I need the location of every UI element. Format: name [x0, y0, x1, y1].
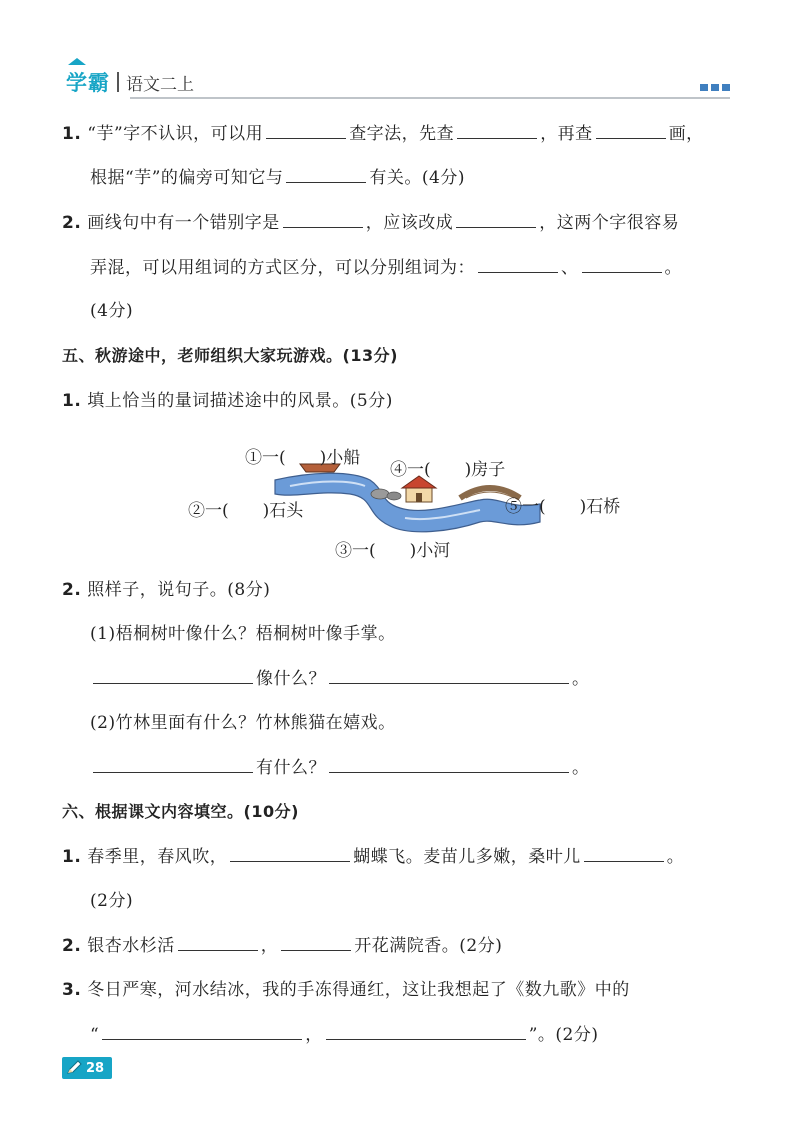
q5-2-example2: (2)竹林里面有什么？竹林熊猫在嬉戏。: [90, 713, 396, 733]
q5-2-fill1: 像什么？ 。: [90, 665, 770, 692]
measure-item-2: ②一( )石头: [188, 501, 304, 521]
answer-blank[interactable]: [283, 209, 363, 228]
q6-1-line1: 1. 春季里，春风吹， 蝴蝶飞。麦苗儿多嫩，桑叶儿 。: [62, 843, 742, 870]
q6-2-line: 2. 银杏水杉活 ， 开花满院香。(2分): [62, 932, 742, 959]
answer-blank[interactable]: [286, 164, 366, 183]
answer-blank[interactable]: [329, 665, 569, 684]
q4-1-line2: 根据“芋”的偏旁可知它与 有关。(4分): [90, 164, 770, 191]
q4-2-score: (4分): [90, 301, 134, 321]
answer-blank[interactable]: [93, 665, 253, 684]
header-decoration: [700, 84, 730, 91]
q4-2-line2: 弄混，可以用组词的方式区分，可以分别组词为： 、 。: [90, 254, 770, 281]
answer-blank[interactable]: [456, 209, 536, 228]
page-badge: [62, 1057, 112, 1079]
graduation-cap-icon: [68, 58, 86, 65]
brand-logo: 学霸: [62, 67, 110, 97]
answer-blank[interactable]: [230, 843, 350, 862]
answer-blank[interactable]: [329, 754, 569, 773]
header-logo: [62, 66, 194, 98]
q5-2-fill2: 有什么？ 。: [90, 754, 770, 781]
book-subtitle: 语文二上: [126, 74, 194, 95]
logo-divider: [117, 72, 119, 92]
q5-2-line: 2. 照样子，说句子。(8分): [62, 580, 271, 600]
q6-1-score: (2分): [90, 891, 134, 911]
header-rule: [130, 97, 730, 99]
section6-title: 六、根据课文内容填空。(10分): [62, 802, 299, 821]
pencil-icon: [66, 1060, 84, 1076]
q4-2-line1: 2. 画线句中有一个错别字是 ，应该改成 ，这两个字很容易: [62, 209, 742, 236]
section5-title: 五、秋游途中，老师组织大家玩游戏。(13分): [62, 346, 398, 365]
q5-1-line: 1. 填上恰当的量词描述途中的风景。(5分): [62, 391, 393, 411]
answer-blank[interactable]: [102, 1021, 302, 1040]
answer-blank[interactable]: [93, 754, 253, 773]
answer-blank[interactable]: [326, 1021, 526, 1040]
q5-2-example1: (1)梧桐树叶像什么？梧桐树叶像手掌。: [90, 624, 396, 644]
measure-item-5: ⑤一( )石桥: [505, 497, 621, 517]
measure-item-3: ③一( )小河: [335, 541, 451, 561]
answer-blank[interactable]: [266, 120, 346, 139]
measure-item-1: ①一( )小船: [245, 448, 361, 468]
answer-blank[interactable]: [596, 120, 666, 139]
answer-blank[interactable]: [281, 932, 351, 951]
answer-blank[interactable]: [478, 254, 558, 273]
q6-3-line2: “ ， ”。(2分): [90, 1021, 770, 1048]
q6-3-line1: 3. 冬日严寒，河水结冰，我的手冻得通红，这让我想起了《数九歌》中的: [62, 980, 630, 1000]
measure-item-4: ④一( )房子: [390, 460, 506, 480]
answer-blank[interactable]: [457, 120, 537, 139]
q4-1-line1: 1. “芋”字不认识，可以用 查字法，先查 ，再查 画，: [62, 120, 742, 147]
answer-blank[interactable]: [584, 843, 664, 862]
answer-blank[interactable]: [582, 254, 662, 273]
page-number: 28: [86, 1060, 105, 1076]
stones: [371, 489, 401, 500]
answer-blank[interactable]: [178, 932, 258, 951]
